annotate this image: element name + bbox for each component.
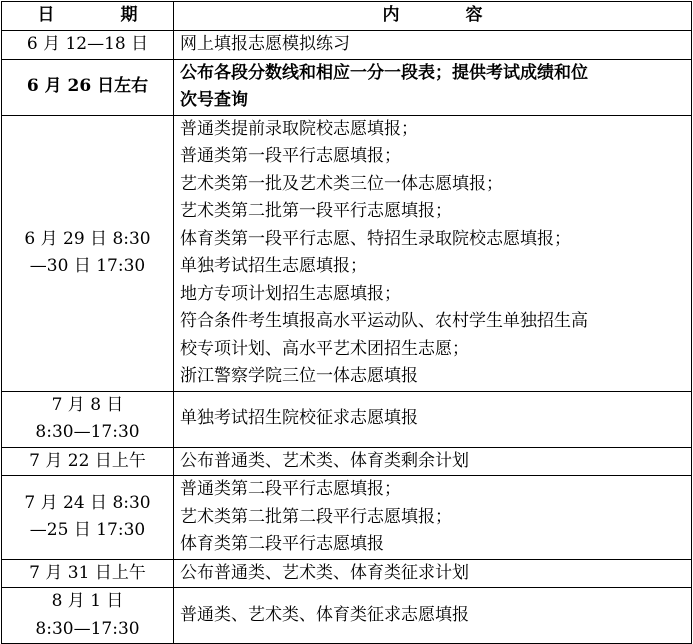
date-line: 6 月 12—18 日 — [26, 34, 149, 54]
date-cell — [2, 476, 174, 560]
content-line: 公布各段分数线和相应一分一段表；提供考试成绩和位 — [180, 62, 588, 83]
table-header-row — [2, 2, 692, 31]
content-line: 公布普通类、艺术类、体育类征求计划 — [180, 562, 469, 583]
date-line: 7 月 24 日 8:30 — [24, 492, 151, 513]
content-line: 单独考试招生院校征求志愿填报 — [180, 408, 418, 429]
date-line: 8:30—17:30 — [35, 422, 140, 442]
content-line: 普通类第二段平行志愿填报； — [180, 479, 401, 499]
content-line: 浙江警察学院三位一体志愿填报 — [180, 366, 418, 386]
content-cell — [174, 447, 692, 476]
table-row — [2, 115, 692, 391]
date-cell — [2, 559, 174, 588]
table-row — [2, 588, 692, 644]
date-line: 7 月 22 日上午 — [29, 450, 146, 471]
date-line: 7 月 31 日上午 — [29, 562, 146, 583]
content-line: 艺术类第一批及艺术类三位一体志愿填报； — [180, 173, 503, 194]
content-cell — [174, 476, 692, 560]
content-cell — [174, 59, 692, 115]
date-cell — [2, 115, 174, 391]
content-line: 艺术类第二批第二段平行志愿填报； — [180, 506, 452, 527]
content-line: 普通类提前录取院校志愿填报； — [180, 118, 418, 139]
date-line: —30 日 17:30 — [29, 256, 146, 276]
content-cell — [174, 31, 692, 60]
date-line: —25 日 17:30 — [29, 520, 146, 541]
content-line: 体育类第一段平行志愿、特招生录取院校志愿填报； — [180, 228, 571, 249]
content-line: 网上填报志愿模拟练习 — [180, 34, 350, 54]
content-line: 地方专项计划招生志愿填报； — [180, 283, 401, 304]
content-line: 符合条件考生填报高水平运动队、农村学生单独招生高 — [180, 311, 588, 331]
table-row — [2, 31, 692, 60]
date-line: 8:30—17:30 — [35, 618, 140, 639]
content-line: 单独考试招生志愿填报； — [180, 256, 367, 276]
table-row — [2, 559, 692, 588]
content-cell — [174, 559, 692, 588]
date-line: 7 月 8 日 — [51, 394, 124, 415]
date-cell — [2, 588, 174, 644]
table-row — [2, 391, 692, 447]
header-date — [2, 2, 174, 31]
content-line: 普通类第一段平行志愿填报； — [180, 146, 401, 166]
header-content — [174, 2, 692, 31]
date-cell — [2, 447, 174, 476]
table-row — [2, 59, 692, 115]
date-cell — [2, 31, 174, 60]
content-line: 体育类第二段平行志愿填报 — [180, 534, 384, 554]
header-content-label: 内 容 — [382, 5, 513, 26]
date-line: 6 月 26 日左右 — [26, 76, 149, 97]
content-line: 校专项计划、高水平艺术团招生志愿； — [180, 338, 469, 359]
content-line: 公布普通类、艺术类、体育类剩余计划 — [180, 450, 469, 471]
content-cell — [174, 115, 692, 391]
table-row — [2, 476, 692, 560]
date-cell — [2, 391, 174, 447]
content-line: 艺术类第二批第一段平行志愿填报； — [180, 201, 452, 221]
table-row — [2, 447, 692, 476]
schedule-table — [1, 1, 692, 644]
date-line: 8 月 1 日 — [51, 591, 124, 611]
date-cell — [2, 59, 174, 115]
content-cell — [174, 588, 692, 644]
content-cell — [174, 391, 692, 447]
header-date-label: 日 期 — [37, 5, 168, 26]
content-line: 普通类、艺术类、体育类征求志愿填报 — [180, 604, 469, 625]
content-line: 次号查询 — [180, 90, 248, 110]
date-line: 6 月 29 日 8:30 — [24, 228, 151, 249]
